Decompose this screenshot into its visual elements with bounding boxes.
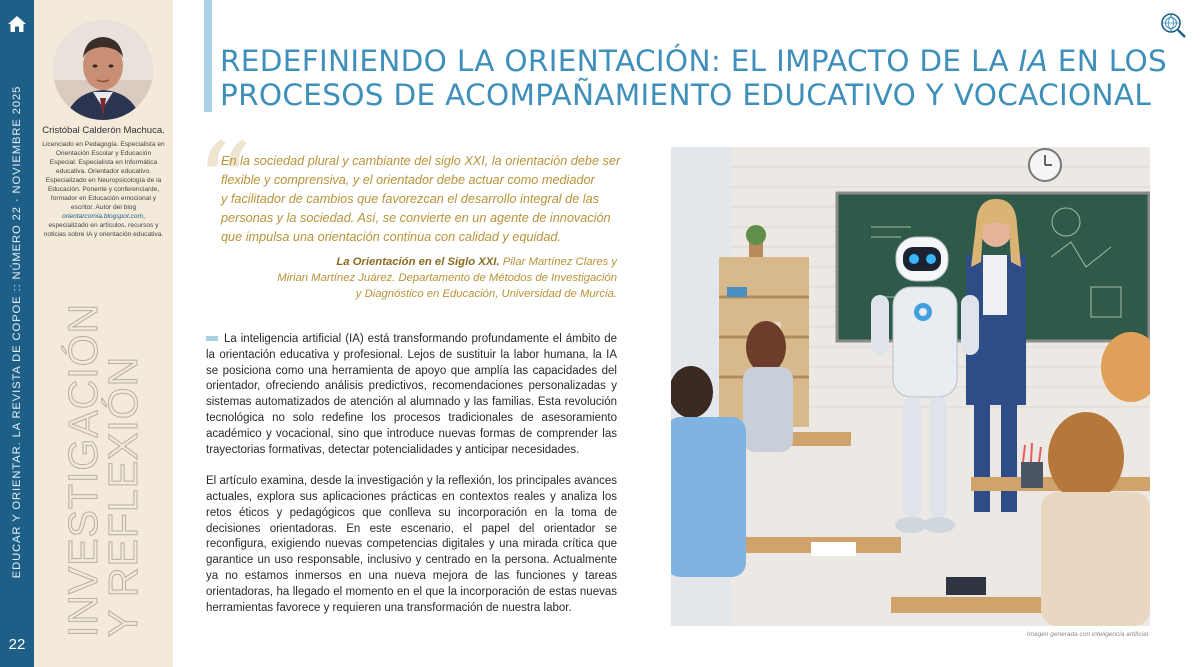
title-text: REDEFINIENDO LA ORIENTACIÓN: EL IMPACTO DE LA	[220, 44, 1019, 78]
page-number: 22	[8, 636, 26, 653]
article-body	[206, 332, 617, 632]
author-name: Cristóbal Calderón Machuca.	[42, 125, 165, 136]
quote-line: En la sociedad plural y cambiante del siglo XXI, la orientación debe ser	[221, 154, 621, 168]
paragraph	[206, 474, 617, 616]
cite-line: Mirian Martínez Juárez. Departamento de Métodos de Investigación	[277, 272, 617, 284]
classroom-robot-illustration	[671, 147, 1150, 626]
paragraph	[206, 332, 617, 458]
author-bio-text-end: , especializado en artículos, recursos y noticias sobre IA y orientación educativa.	[43, 213, 164, 238]
section-label	[60, 302, 146, 638]
author-blog-link[interactable]: orientarcomia.blogspot.com	[62, 213, 144, 220]
paragraph-marker	[206, 336, 218, 341]
magazine-spine-text: EDUCAR Y ORIENTAR. LA REVISTA DE COPOE :: NÚMERO 22 · NOVIEMBRE 2025	[11, 85, 23, 579]
author-bio	[42, 140, 165, 239]
article-title	[220, 44, 1167, 112]
spine-bar	[0, 0, 34, 667]
quote-line: y facilitador de cambios que favorezcan el desarrollo integral de las	[221, 192, 600, 206]
author-avatar	[53, 20, 153, 120]
cite-authors: Pilar Martínez Clares y	[499, 256, 617, 268]
author-bio-text: Licenciado en Pedagogía. Especialista en Orientación Escolar y Educación Especial. Especialista en Informática educativa. Orientador educativo. Especializado en Neuropsicología de la Educación. Ponente y conferenciante, formador en Educación emocional y escritor. Autor del blog	[42, 141, 165, 211]
cite-line: y Diagnóstico en Educación, Universidad de Murcia.	[355, 288, 617, 300]
quote-line: que impulsa una orientación continua con calidad y equidad.	[221, 230, 561, 244]
image-caption: Imagen generada con inteligencia artificial.	[1026, 631, 1150, 638]
magnifier-globe-icon[interactable]	[1159, 11, 1187, 39]
title-ia: IA	[1018, 44, 1049, 78]
pull-quote	[221, 152, 621, 247]
quote-citation	[221, 254, 617, 302]
title-accent-bar	[204, 0, 212, 112]
paragraph-text: La inteligencia artificial (IA) está transformando profundamente el ámbito de la orientación educativa y profesional. Lejos de sustituir la labor humana, la IA se posiciona como una herramienta de apoyo que amplía las capacidades del orientador, ofreciendo análisis predictivos, recomendaciones personalizadas y sistemas automatizados de atención al alumnado y las familias. Esta revolución tecnológica no solo redefine los procesos tradicionales de asesoramiento académico y vocacional, sino que introduce nuevas formas de comprender las trayectorias formativas, detectar potencialidades y anticipar necesidades.	[206, 333, 617, 456]
cite-book-title: La Orientación en el Siglo XXI.	[336, 256, 500, 268]
quote-line: personas y la sociedad. Así, se convierte en un agente de innovación	[221, 211, 611, 225]
quote-line: flexible y comprensiva, y el orientador debe actuar como mediador	[221, 173, 595, 187]
section-label-line2: Y REFLEXIÓN	[100, 355, 146, 638]
quote-mark-decoration: “	[196, 119, 253, 247]
author-sidebar	[34, 0, 173, 667]
title-text-end: EN LOS	[1048, 44, 1167, 78]
home-icon[interactable]	[7, 14, 27, 34]
section-label-line1: INVESTIGACIÓN	[60, 302, 106, 638]
paragraph-text: El artículo examina, desde la investigación y la reflexión, los principales avances actuales, explora sus aplicaciones prácticas en contextos reales y analiza los retos éticos y pedagógicos que conlleva su incorporación en la toma de decisiones orientadoras. En este escenario, el papel del orientador se reconfigura, exigiendo nuevas competencias digitales y una mirada crítica que garantice un uso responsable, inclusivo y centrado en la persona. Actualmente ya no estamos inmersos en una nueva mejora de las funciones y tareas orientadoras, ha llegado el momento en el que la incorporación de estas nuevas herramientas favorece y requieren una transformación de nuestra labor.	[206, 475, 617, 614]
title-line-2: PROCESOS DE ACOMPAÑAMIENTO EDUCATIVO Y VOCACIONAL	[220, 78, 1152, 112]
